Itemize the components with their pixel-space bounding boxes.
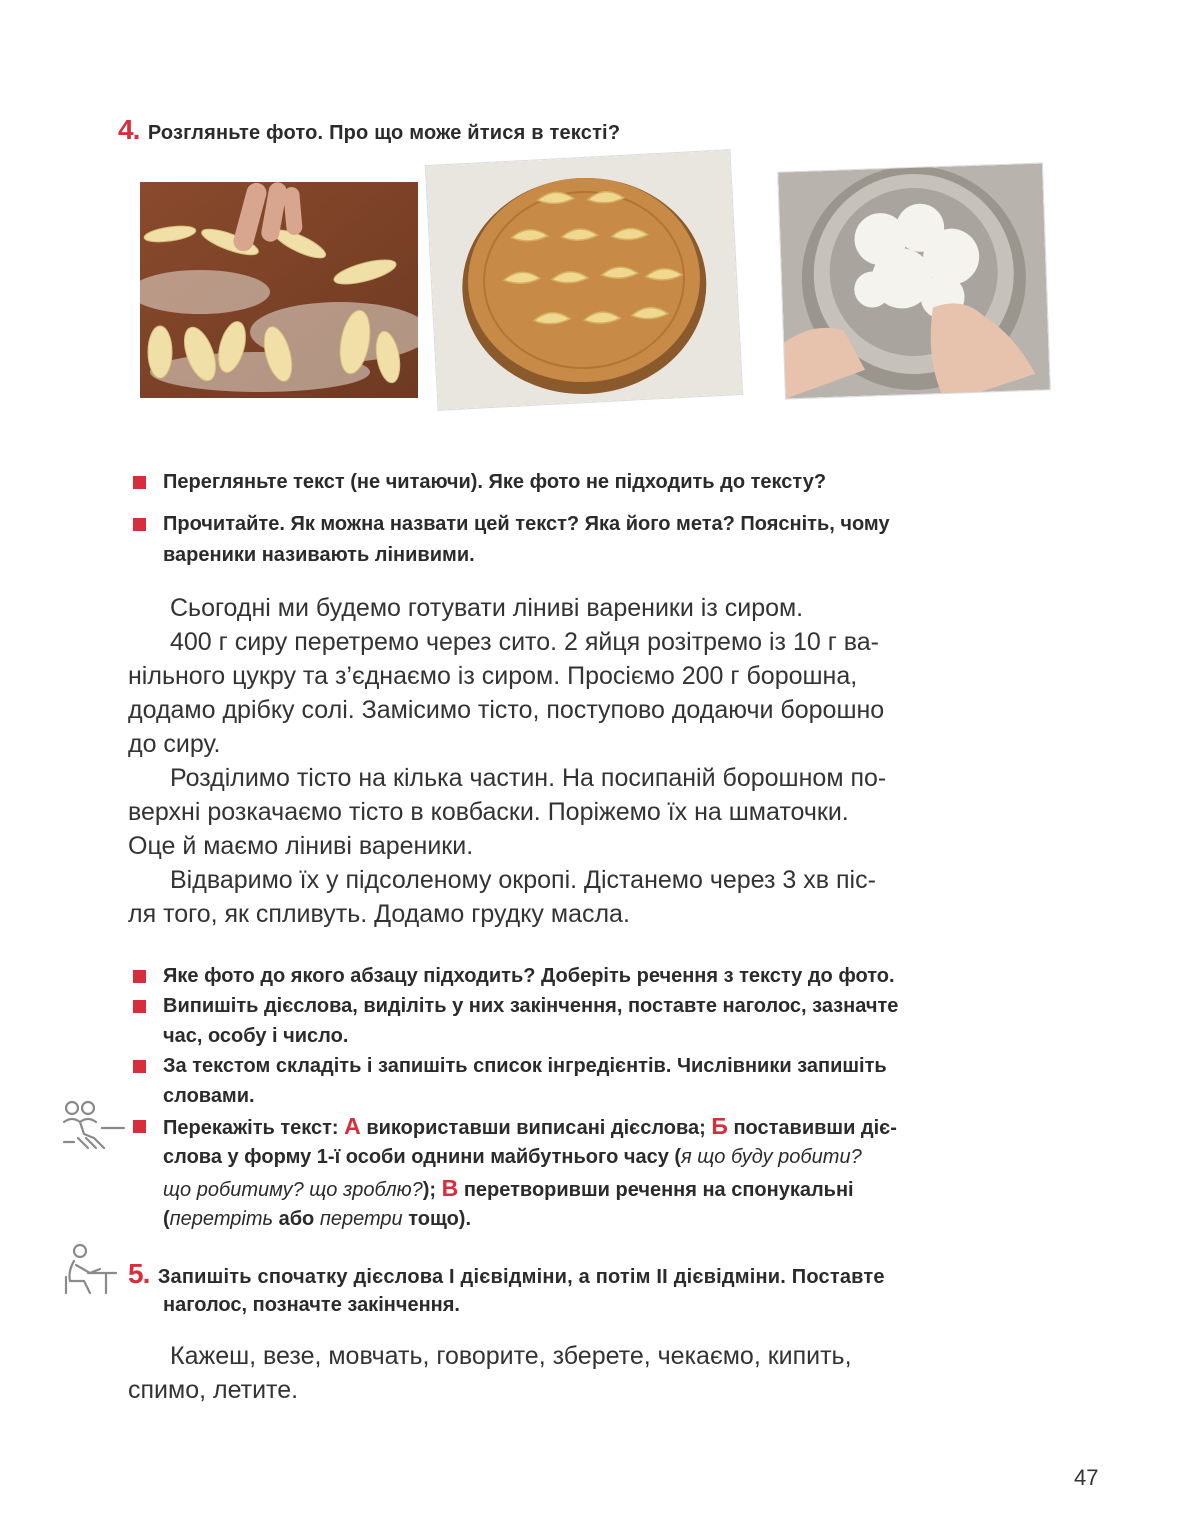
question-retell-l2: слова у форму 1-ї особи однини майбутнього часу (я що буду робити?: [163, 1146, 862, 1168]
bullet-marker: [133, 476, 146, 489]
photo-dumplings-on-board: [426, 150, 742, 410]
recipe-p3-l3: Оце й маємо ліниві вареники.: [128, 832, 474, 860]
question-verbs-l1: Випишіть дієслова, виділіть у них закінчення, поставте наголос, зазначте: [163, 995, 899, 1017]
question-read-line2: вареники називають лінивими.: [163, 544, 475, 566]
recipe-p3-l1: Розділимо тісто на кілька частин. На посипаній борошном по-: [170, 764, 887, 792]
task5-line1: [128, 1258, 885, 1290]
task5-text: Запишіть спочатку дієслова I дієвідміни, а потім II дієвідміни. Поставте: [157, 1266, 885, 1288]
question-verbs-l2: час, особу і число.: [163, 1025, 349, 1047]
question-skim: Перегляньте текст (не читаючи). Яке фото не підходить до тексту?: [163, 471, 827, 493]
recipe-p2-l2: нільного цукру та з’єднаємо із сиром. Просіємо 200 г борошна,: [128, 662, 858, 690]
pair-work-icon-svg: [58, 1098, 128, 1158]
variant-c-letter: В: [441, 1175, 459, 1201]
photo-hands-shaping-dumplings-icon: [140, 182, 418, 398]
photo-hands-shaping-dumplings: [140, 182, 418, 398]
recipe-p4-l2: ля того, як спливуть. Додамо грудку масла.: [128, 900, 630, 928]
recipe-p4-l1: Відваримо їх у підсоленому окропі. Дістанемо через 3 хв піс-: [170, 866, 876, 894]
question-ingredients-l1: За текстом складіть і запишіть список інгредієнтів. Числівники запишіть: [163, 1055, 887, 1077]
photo-cottage-cheese-bowl-icon: [778, 163, 1050, 398]
recipe-p3-l2: верхні розкачаємо тісто в ковбаски. Поріжемо їх на шматочки.: [128, 798, 849, 826]
task5-number: 5.: [128, 1258, 150, 1289]
recipe-p1: Сьогодні ми будемо готувати ліниві вареники із сиром.: [170, 594, 804, 622]
question-retell-l4: (перетріть або перетри тощо).: [163, 1208, 472, 1230]
pair-work-icon: [58, 1098, 128, 1158]
recipe-p2-l3: додамо дрібку солі. Замісимо тісто, поступово додаючи борошно: [128, 696, 885, 724]
writing-task-icon: [62, 1243, 120, 1295]
recipe-p2-l1: 400 г сиру перетремо через сито. 2 яйця розітремо із 10 г ва-: [170, 628, 879, 656]
question-retell-l1: Перекажіть текст: А використавши виписані дієслова; Б поставивши діє-: [163, 1113, 897, 1139]
task4-prompt: Розгляньте фото. Про що може йтися в тексті?: [147, 122, 621, 144]
task5-line2: наголос, позначте закінчення.: [163, 1294, 460, 1316]
question-retell-l3: що робитиму? що зроблю?); В перетворивши речення на спонукальні: [163, 1175, 854, 1201]
writing-task-icon-svg: [62, 1243, 120, 1295]
question-read-line1: Прочитайте. Як можна назвати цей текст? Яка його мета? Поясніть, чому: [163, 513, 890, 535]
bullet-marker: [133, 518, 146, 531]
photo-cottage-cheese-bowl: [778, 163, 1050, 398]
photo-dumplings-on-board-icon: [426, 150, 742, 410]
bullet-marker: [133, 970, 146, 983]
question-ingredients-l2: словами.: [163, 1085, 255, 1107]
task5-words-l1: Кажеш, везе, мовчать, говорите, зберете, чекаємо, кипить,: [170, 1342, 852, 1370]
task4-header: [118, 114, 620, 146]
variant-b-letter: Б: [711, 1113, 728, 1139]
bullet-marker: [133, 1060, 146, 1073]
recipe-p2-l4: до сиру.: [128, 730, 221, 758]
variant-a-letter: А: [344, 1113, 361, 1139]
bullet-marker: [133, 1000, 146, 1013]
bullet-marker: [133, 1120, 146, 1133]
task5-words-l2: спимо, летите.: [128, 1376, 299, 1404]
page-number: 47: [1074, 1465, 1099, 1490]
task4-number: 4.: [118, 114, 140, 145]
question-match-photo: Яке фото до якого абзацу підходить? Доберіть речення з тексту до фото.: [163, 965, 895, 987]
